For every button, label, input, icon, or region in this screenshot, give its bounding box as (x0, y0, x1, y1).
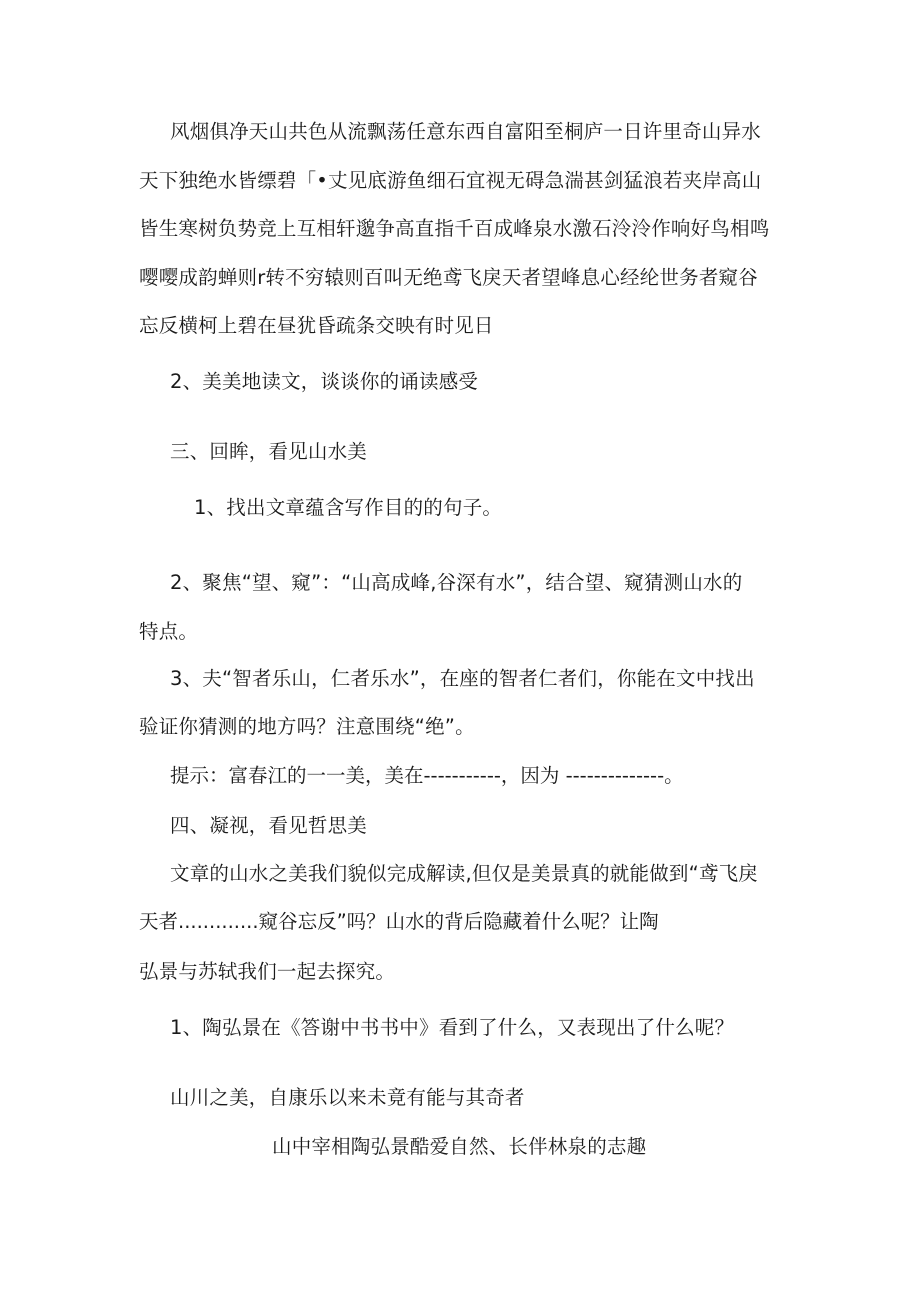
hint-line: 提示：富春江的一一美，美在-----------，因为 --------------。 (170, 764, 684, 787)
section-4-intro-line: 文章的山水之美我们貌似完成解读,但仅是美景真的就能做到“鸢飞戾 (170, 862, 759, 885)
passage-line: 风烟俱净天山共色从流飘荡任意东西自富阳至桐庐一日许里奇山异水 (170, 120, 762, 143)
passage-line: 嘤嘤成韵蝉则r转不穷辕则百叫无绝鸢飞戾天者望峰息心经纶世务者窥谷 (139, 266, 758, 289)
section-4-intro-line: 弘景与苏轼我们一起去探究。 (139, 960, 396, 983)
section-3-item-2: 2、聚焦“望、窥”：“山高成峰,谷深有水”，结合望、窥猜测山水的 (170, 571, 743, 594)
passage-line: 忘反横柯上碧在昼犹昏疏条交映有时见日 (139, 314, 494, 337)
section-4-heading: 四、凝视，看见哲思美 (170, 814, 368, 837)
section-3-heading: 三、回眸，看见山水美 (170, 440, 368, 463)
section-3-item-3-cont: 验证你猜测的地方吗？注意围绕“绝”。 (139, 715, 475, 738)
annotation-line: 山中宰相陶弘景酷爱自然、长伴林泉的志趣 (272, 1135, 647, 1158)
section-3-item-3: 3、夫“智者乐山，仁者乐水”，在座的智者仁者们，你能在文中找出 (170, 667, 755, 690)
section-4-intro-line: 天者.............窥谷忘反”吗？山水的背后隐藏着什么呢？让陶 (139, 910, 659, 933)
section-3-item-2-cont: 特点。 (139, 620, 199, 643)
task-2: 2、美美地读文，谈谈你的诵读感受 (170, 370, 479, 393)
quote-line: 山川之美，自康乐以来未竟有能与其奇者 (170, 1086, 525, 1109)
section-3-item-1: 1、找出文章蕴含写作目的的句子。 (194, 496, 503, 519)
section-4-item-1: 1、陶弘景在《答谢中书书中》看到了什么，又表现出了什么呢？ (170, 1016, 735, 1039)
passage-line: 天下独绝水皆缥碧「•丈见底游鱼细石宜视无碍急湍甚剑猛浪若夹岸高山 (139, 169, 762, 192)
passage-line: 皆生寒树负势竞上互相轩邈争高直指千百成峰泉水激石泠泠作响好鸟相鸣 (139, 217, 770, 240)
